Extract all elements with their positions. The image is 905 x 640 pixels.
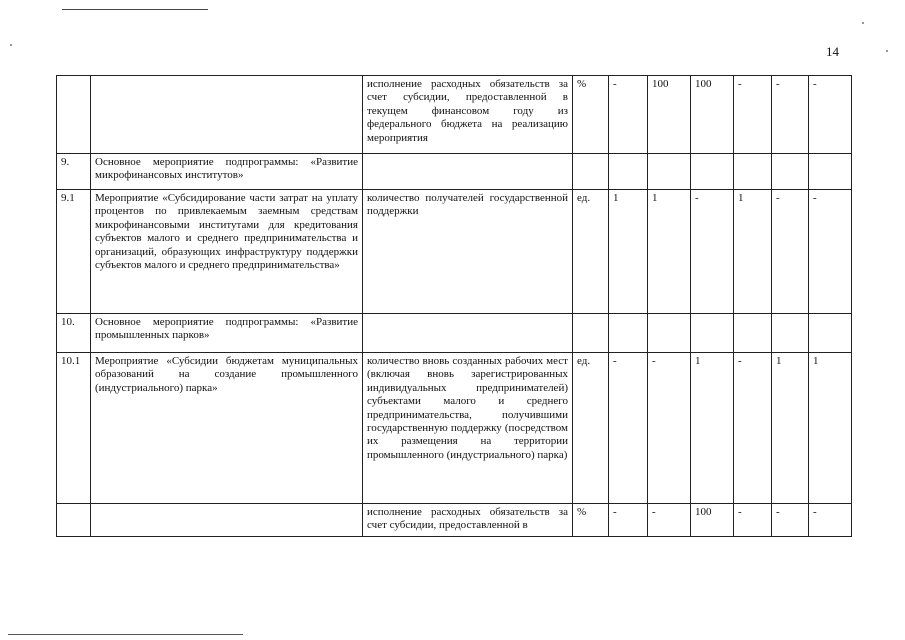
value-cell-3: 100 [691, 504, 734, 537]
value-cell-1: - [609, 504, 648, 537]
indicator-cell [363, 154, 573, 190]
value-cell-5 [772, 154, 809, 190]
value-cell-1 [609, 314, 648, 353]
table-row [57, 154, 852, 190]
activity-name-cell: Основное мероприятие подпрограммы: «Развитие микрофинансовых институтов» [91, 154, 363, 190]
indicator-cell [363, 314, 573, 353]
activity-name-cell: Мероприятие «Субсидирование части затрат на уплату процентов по привлекаемым заемным средствам микрофинансовыми институтами для кредитования субъектов малого и среднего предпринимательства и организаций, образующих инфраструктуру поддержки субъектов малого и среднего предпринимательства» [91, 190, 363, 314]
unit-cell: % [573, 76, 609, 154]
table-row [57, 353, 852, 504]
indicator-cell: количество получателей государственной поддержки [363, 190, 573, 314]
subprogram-indicators-table [56, 75, 852, 537]
value-cell-4 [734, 154, 772, 190]
row-number-cell: 10. [57, 314, 91, 353]
value-cell-1: - [609, 353, 648, 504]
value-cell-6 [809, 314, 852, 353]
value-cell-3 [691, 314, 734, 353]
value-cell-4: - [734, 76, 772, 154]
unit-cell [573, 314, 609, 353]
activity-name-cell: Основное мероприятие подпрограммы: «Развитие промышленных парков» [91, 314, 363, 353]
unit-cell: ед. [573, 190, 609, 314]
value-cell-6: - [809, 504, 852, 537]
value-cell-5: - [772, 190, 809, 314]
value-cell-5 [772, 314, 809, 353]
value-cell-6: 1 [809, 353, 852, 504]
value-cell-2 [648, 314, 691, 353]
value-cell-3: 1 [691, 353, 734, 504]
value-cell-2: - [648, 504, 691, 537]
value-cell-1: - [609, 76, 648, 154]
unit-cell: ед. [573, 353, 609, 504]
scan-speck [10, 44, 12, 46]
value-cell-5: 1 [772, 353, 809, 504]
activity-name-cell [91, 76, 363, 154]
row-number-cell [57, 504, 91, 537]
value-cell-2: 1 [648, 190, 691, 314]
unit-cell [573, 154, 609, 190]
value-cell-4 [734, 314, 772, 353]
scan-speck [862, 22, 864, 24]
value-cell-4: 1 [734, 190, 772, 314]
indicator-cell: количество вновь созданных рабочих мест (включая вновь зарегистрированных индивидуальных предпринимателей) субъектами малого и среднего предпринимательства, получившими государственную поддержку (посредством их размещения на территории промышленного (индустриального) парка) [363, 353, 573, 504]
value-cell-3: 100 [691, 76, 734, 154]
value-cell-5: - [772, 76, 809, 154]
value-cell-3: - [691, 190, 734, 314]
value-cell-2: - [648, 353, 691, 504]
row-number-cell [57, 76, 91, 154]
row-number-cell: 9.1 [57, 190, 91, 314]
value-cell-4: - [734, 504, 772, 537]
value-cell-1: 1 [609, 190, 648, 314]
table-row [57, 190, 852, 314]
scan-speck [886, 50, 888, 52]
scan-edge-line-bottom [8, 634, 243, 635]
activity-name-cell: Мероприятие «Субсидии бюджетам муниципальных образований на создание промышленного (индустриального) парка» [91, 353, 363, 504]
value-cell-6: - [809, 76, 852, 154]
value-cell-4: - [734, 353, 772, 504]
unit-cell: % [573, 504, 609, 537]
page-number: 14 [826, 44, 839, 59]
indicator-cell: исполнение расходных обязательств за счет субсидии, предоставленной в [363, 504, 573, 537]
value-cell-3 [691, 154, 734, 190]
table-body [57, 76, 852, 537]
value-cell-6: - [809, 190, 852, 314]
table-row [57, 314, 852, 353]
value-cell-1 [609, 154, 648, 190]
row-number-cell: 10.1 [57, 353, 91, 504]
value-cell-6 [809, 154, 852, 190]
value-cell-5: - [772, 504, 809, 537]
value-cell-2: 100 [648, 76, 691, 154]
activity-name-cell [91, 504, 363, 537]
row-number-cell: 9. [57, 154, 91, 190]
table-row [57, 76, 852, 154]
value-cell-2 [648, 154, 691, 190]
scan-edge-line-top [62, 9, 208, 10]
indicator-cell: исполнение расходных обязательств за счет субсидии, предоставленной в текущем финансовом году из федерального бюджета на реализацию мероприятия [363, 76, 573, 154]
table-row [57, 504, 852, 537]
